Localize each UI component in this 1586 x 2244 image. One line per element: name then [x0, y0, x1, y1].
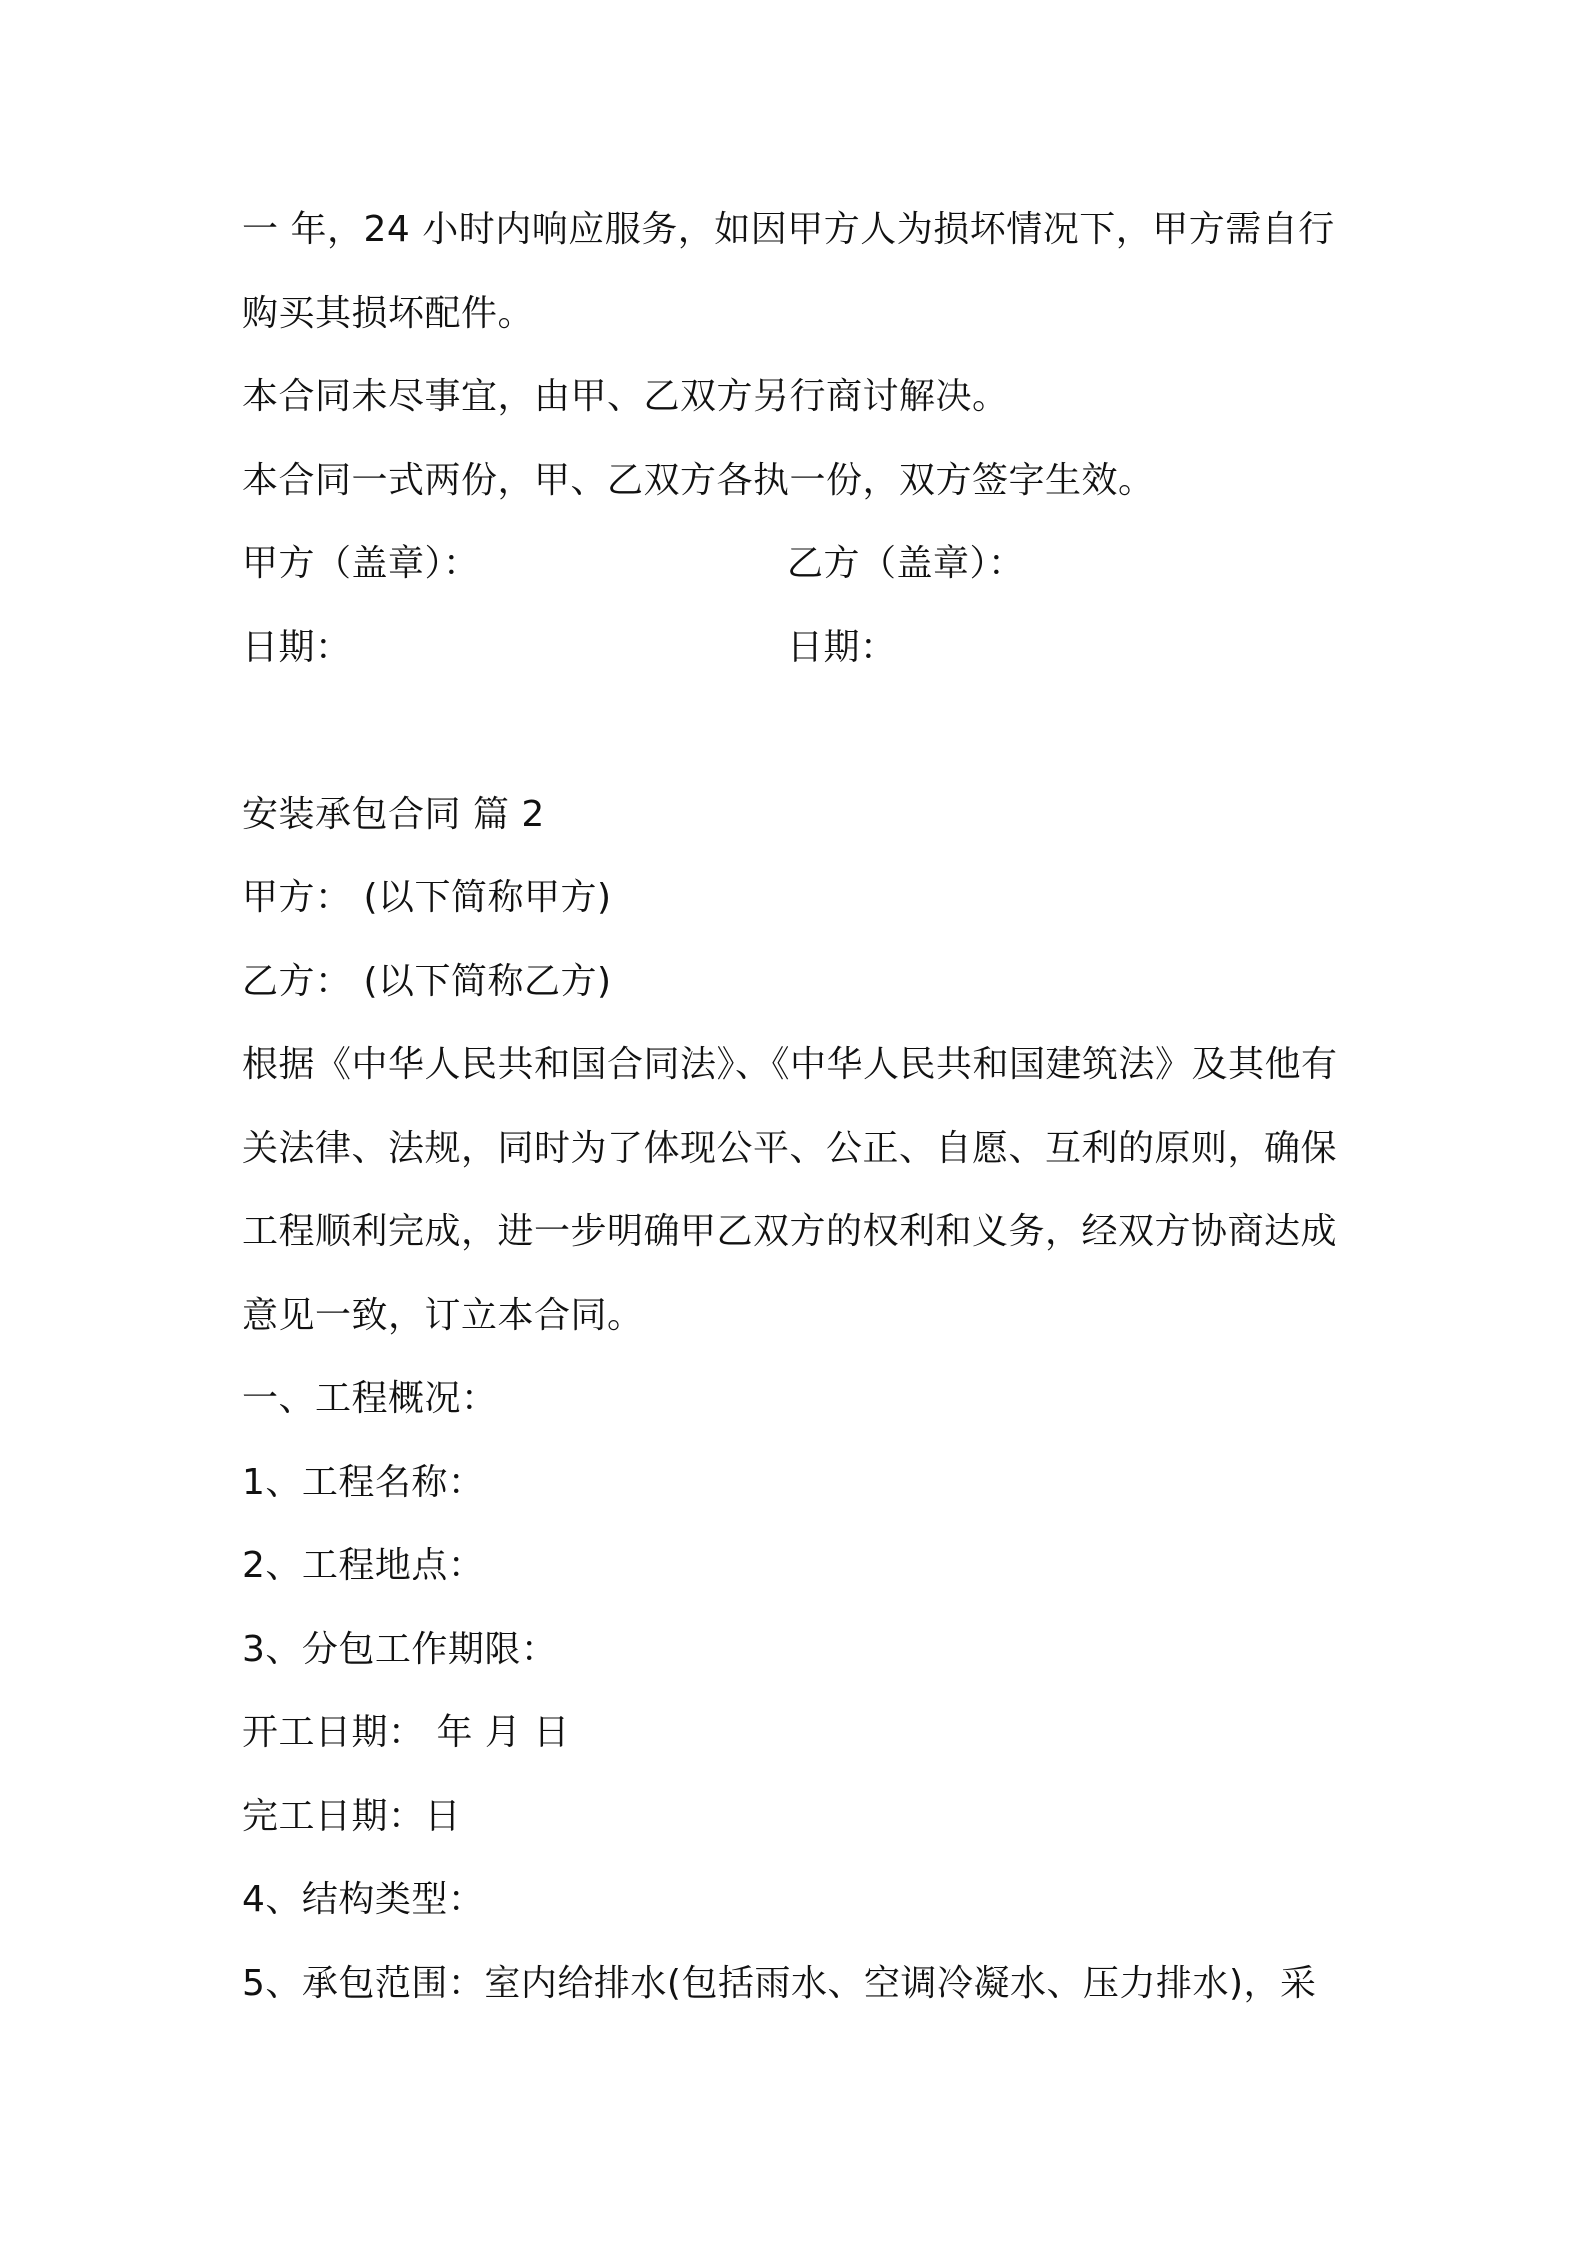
item-project-name: 1、工程名称： [242, 1462, 485, 1503]
party-b-date-label: 日期： [787, 627, 897, 668]
start-date-line: 开工日期： 年 月 日 [242, 1712, 570, 1753]
body-line-2: 关法律、法规，同时为了体现公平、公正、自愿、互利的原则，确保 [242, 1128, 1338, 1169]
party-b-seal-label: 乙方（盖章）： [787, 543, 1025, 584]
paragraph-line-3: 本合同未尽事宜，由甲、乙双方另行商讨解决。 [242, 376, 1009, 417]
signature-row-date [242, 624, 897, 672]
heading-project-overview: 一、工程概况： [242, 1378, 498, 1419]
item-project-location: 2、工程地点： [242, 1545, 485, 1586]
party-a-line: 甲方： (以下简称甲方) [242, 877, 612, 918]
body-line-1: 根据《中华人民共和国合同法》、《中华人民共和国建筑法》及其他有 [242, 1044, 1338, 1085]
party-a-date-label: 日期： [242, 627, 352, 668]
party-a-seal-label: 甲方（盖章）： [242, 543, 480, 584]
party-b-line: 乙方： (以下简称乙方) [242, 961, 612, 1002]
paragraph-line-1: 一 年，24 小时内响应服务，如因甲方人为损坏情况下，甲方需自行 [242, 209, 1335, 250]
end-date-line: 完工日期：日 [242, 1796, 462, 1837]
item-work-period: 3、分包工作期限： [242, 1629, 558, 1670]
signature-row-seal [242, 540, 1025, 588]
item-contract-scope: 5、承包范围：室内给排水(包括雨水、空调冷凝水、压力排水)，采 [242, 1963, 1317, 2004]
item-structure-type: 4、结构类型： [242, 1879, 485, 1920]
paragraph-line-2: 购买其损坏配件。 [242, 293, 535, 334]
section-title: 安装承包合同 篇 2 [242, 794, 545, 835]
paragraph-line-4: 本合同一式两份，甲、乙双方各执一份，双方签字生效。 [242, 460, 1155, 501]
body-line-3: 工程顺利完成，进一步明确甲乙双方的权利和义务，经双方协商达成 [242, 1211, 1338, 1252]
body-line-4: 意见一致，订立本合同。 [242, 1295, 644, 1336]
